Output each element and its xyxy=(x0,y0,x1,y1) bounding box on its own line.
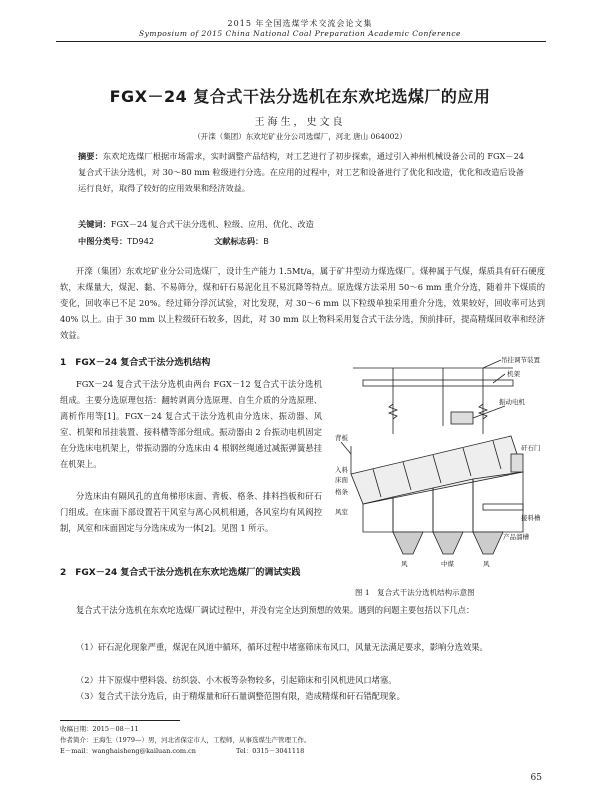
abstract-text: 东欢坨选煤厂根据市场需求，实时调整产品结构，对工艺进行了初步探索，通过引入神州机械设备公司的 FGX－24 复合式干法分选机，对 30～80 mm 粒级进行分选。在应用的过程中，对工艺和设备进行了优化和改造，优化和改造后设备运行良好，取得了较好的应用效果和经济效益。 xyxy=(78,151,524,193)
frame-beam xyxy=(363,380,513,386)
vibration-motor xyxy=(451,412,473,424)
label-air-chamber: 风室 xyxy=(335,508,348,516)
receiving-trough xyxy=(483,504,523,510)
authors: 王海生，史文良 xyxy=(254,117,346,128)
intro-paragraph: 开滦（集团）东欢坨矿业分公司选煤厂，设计生产能力 1.5Mt/a，属于矿井型动力煤选煤厂。煤种属于气煤，煤质具有矸石硬度软，末煤量大，煤泥、黏、不易筛分，煤和矸石易泥化且不易沉降等特点。原选煤方法采用 50～6 mm 重介分选，随着井下煤质的变化，回收率已不足 20%。经过筛分浮沉试验，对比发现，对 30～6 mm 以下粒级单独采用重介分选，效果较好，回收率可达到 40% 以上。由于 30 mm 以上粒级矸石较多，因此，对 30 mm 以上物料采用复合式干法分选，预前排矸，提高精煤回收率和经济效益。 xyxy=(60,266,545,340)
running-header-cn: 2015 年全国选煤学术交流会论文集 xyxy=(227,19,373,28)
section-1-title: 1 FGX－24 复合式干法分选机结构 xyxy=(60,358,211,368)
classification xyxy=(78,236,269,247)
list-item: （1）矸石泥化现象严重，煤泥在风道中循环，循环过程中堵塞筛床布风口，风量无法满足要求，影响分选效果。 xyxy=(76,642,488,652)
clc-value: TD942 xyxy=(127,236,155,246)
label-grid: 格条 xyxy=(335,488,348,496)
list-item: （2）井下原煤中塑料袋、纺织袋、小木板等杂物较多，引起筛床和引风机进风口堵塞。 xyxy=(76,675,397,685)
leader-motor xyxy=(473,406,505,418)
clc-label: 中图分类号： xyxy=(78,236,128,246)
doc-code-value: B xyxy=(263,236,269,246)
footnote-email: E－mail：wanghaisheng@kailuan.com.cn xyxy=(60,747,196,755)
affiliation: （开滦（集团）东欢坨矿业分公司选煤厂，河北 唐山 064002） xyxy=(193,132,407,141)
doc-code-label: 文献标志码： xyxy=(214,236,264,246)
list-item: （3）复合式干法分选后，由于精煤量和矸石量调整范围有限，造成精煤和矸石错配现象。 xyxy=(76,691,405,701)
air-chamber-4 xyxy=(473,472,523,532)
keywords-text: FGX－24 复合式干法分选机、粒级、应用、优化、改造 xyxy=(110,219,314,229)
label-motor: 振动电机 xyxy=(499,398,525,406)
running-header-en: Symposium of 2015 China National Coal Preparation Academic Conference xyxy=(139,29,461,38)
hopper-2 xyxy=(433,532,463,554)
paper-title: FGX－24 复合式干法分选机在东欢坨选煤厂的应用 xyxy=(109,87,491,106)
label-bed: 床面 xyxy=(335,476,348,484)
label-wind-1: 风 xyxy=(401,560,408,568)
header-rule xyxy=(56,41,546,42)
air-chamber-3 xyxy=(433,479,473,532)
footnote-author-bio: 作者简介：王海生（1979—）男，河北省保定市人，工程师，从事选煤生产管理工作。 xyxy=(60,736,311,744)
abstract xyxy=(78,148,524,196)
leader-frame xyxy=(493,374,505,383)
section-1-paragraph-2: 分选床由有隔风孔的直角梯形床面、背板、格条、排料挡板和矸石门组成。在床面下部设置若干风室与离心风机相通，各风室均有风阀控制，风室和床面固定与分选床成为一体[2]。见图 1 所示。 xyxy=(60,491,322,533)
label-product-chute: 产品溜槽 xyxy=(503,533,529,541)
hopper-3 xyxy=(473,532,503,554)
footnote-rule xyxy=(60,720,180,721)
label-hanger: 吊挂调节装置 xyxy=(501,356,540,364)
footnote-contact xyxy=(60,746,304,757)
section-2-paragraph-1: 复合式干法分选机在东欢坨选煤厂调试过程中，并没有完全达到预想的效果。遇到的问题主要包括以下几点： xyxy=(76,605,475,615)
abstract-label: 摘要： xyxy=(78,151,103,161)
gangue-gate xyxy=(511,454,523,472)
figure-caption: 图 1 复合式干法分选机结构示意图 xyxy=(355,588,475,597)
section-1-paragraph-1: FGX－24 复合式干法分选机由两台 FGX－12 复合式干法分选机组成。主要分选原理包括：翻转剥离分选原理、自生介质的分选原理、离析作用等[1]。FGX－24 复合式干法分选机由分选床、振动器、风室、机架和吊挂装置、接料槽等部分组成。振动器由 2 台振动电机固定在分选床电机架上，带振动器的分选床由 4 根钢丝绳通过减振弹簧悬挂在机架上。 xyxy=(60,379,322,469)
label-wind-2: 风 xyxy=(483,560,490,568)
label-feed: 入料 xyxy=(335,466,348,474)
label-frame: 机架 xyxy=(507,370,520,378)
keywords xyxy=(78,219,314,230)
label-gangue-gate: 矸石门 xyxy=(521,444,541,452)
label-trough: 接料槽 xyxy=(521,514,541,522)
leader-hanger xyxy=(483,360,501,368)
hopper-1 xyxy=(393,532,423,554)
label-backplate: 背板 xyxy=(335,434,348,442)
footnote-phone: Tel：0315－3041118 xyxy=(235,747,305,755)
page-number: 65 xyxy=(530,773,542,783)
label-middling: 中煤 xyxy=(441,560,454,568)
footnote-received: 收稿日期：2015－08－11 xyxy=(60,725,139,733)
leader-backplate xyxy=(341,442,351,454)
keywords-label: 关键词： xyxy=(78,219,111,229)
figure-1-diagram xyxy=(333,354,545,579)
section-2-title: 2 FGX－24 复合式干法分选机在东欢坨选煤厂的调试实践 xyxy=(60,568,301,578)
